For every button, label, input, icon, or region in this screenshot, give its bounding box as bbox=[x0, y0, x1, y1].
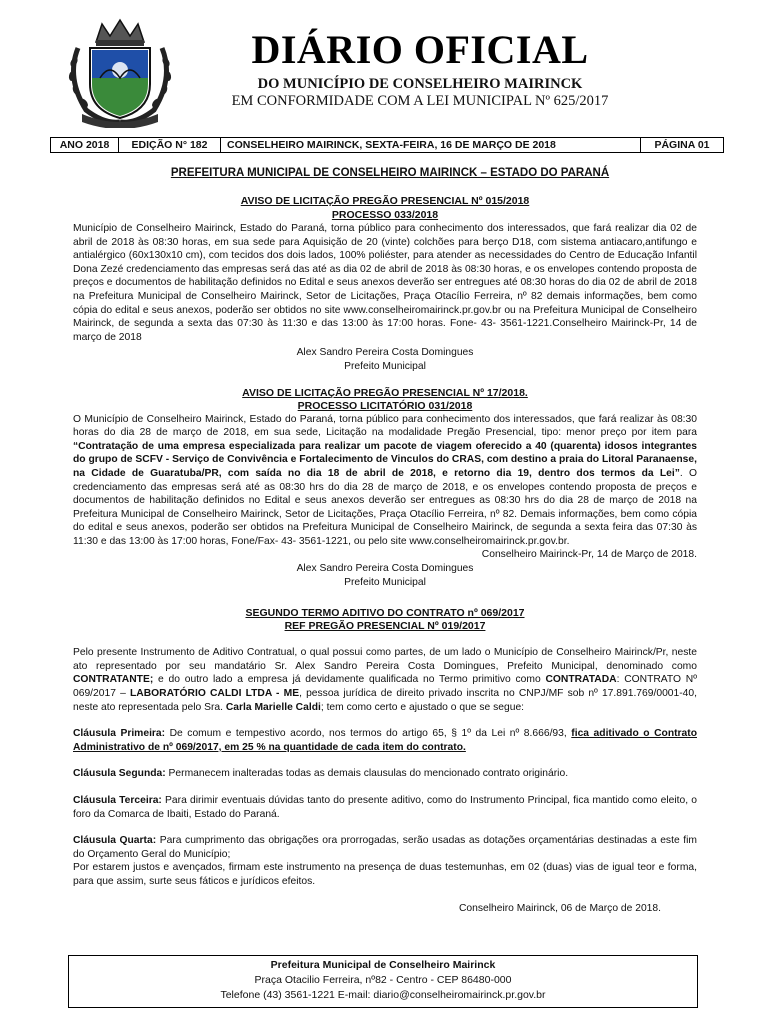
notice-body-intro: O Município de Conselheiro Mairinck, Estado do Paraná, torna público para conhecimento dos interessados, que fará realizar às 08:30 horas do dia 28 de março de 2018, em sua sede, Licitação na modalidade Pregão Presencial, tipo: menor preço por item para bbox=[73, 413, 697, 439]
page-number: PÁGINA 01 bbox=[654, 139, 710, 151]
gazette-content bbox=[73, 165, 697, 915]
notice-date: Conselheiro Mairinck-Pr, 14 de Março de 2018. bbox=[481, 549, 697, 561]
notice-body-rest: . O credenciamento das empresas será até as 08:30 hrs do dia 28 de março de 2018, e os envelopes contendo proposta de preços e documentos de habilitação definidos no Edital e seus anexos deverão ser entregues as 08:30 hrs do dia 28 de março de 2018 na Prefeitura Municipal de Conselheiro Mairinck, Setor de Licitações, Praça Otacílio Ferreira, nº 82. Demais informações, bem como cópia do edital e seus anexos, poderão ser obtidos na Prefeitura Municipal de Conselheiro Mairinck, de segunda a sexta feira das 07:30 às 11:30 e das 13:00 às 17:00 horas, Fone/Fax- 43- 3561-1221, ou pelo site www.conselheiromairinck.pr.gov.br. bbox=[73, 467, 698, 547]
org-heading: PREFEITURA MUNICIPAL DE CONSELHEIRO MAIRINCK – ESTADO DO PARANÁ bbox=[170, 167, 610, 179]
notice-signer: Alex Sandro Pereira Costa Domingues bbox=[296, 347, 474, 359]
intro-text: ; tem como certo e ajustado o que se segue: bbox=[320, 701, 525, 713]
notice-title: AVISO DE LICITAÇÃO PREGÃO PRESENCIAL Nº 17/2018. bbox=[242, 386, 528, 399]
law-reference: EM CONFORMIDADE COM A LEI MUNICIPAL Nº 625/2017 bbox=[231, 93, 609, 109]
page-title: DIÁRIO OFICIAL bbox=[251, 27, 589, 72]
notice-pregao-17 bbox=[73, 387, 697, 590]
municipality-subtitle: DO MUNICÍPIO DE CONSELHEIRO MAIRINCK bbox=[257, 76, 583, 92]
municipal-coat-of-arms bbox=[60, 18, 180, 128]
clause-text: De comum e tempestivo acordo, nos termos do artigo 65, § 1º da Lei nº 8.666/93, bbox=[165, 728, 572, 740]
intro-text: e do outro lado a empresa já devidamente qualificada no Termo primitivo como bbox=[153, 674, 546, 686]
intro-text: , pessoa jurídica de direito privado inscrita no CNPJ/MF sob nº 17.891.769/0001-40, neste ato representada pelo Sra. bbox=[73, 688, 697, 713]
notice-pregao-015 bbox=[73, 195, 697, 374]
intro-company: LABORATÓRIO CALDI LTDA - ME bbox=[129, 688, 300, 700]
intro-contratada: CONTRATADA bbox=[545, 674, 617, 686]
intro-text: Pelo presente Instrumento de Aditivo Contratual, o qual possui como partes, de um lado o Município de Conselheiro Mairinck/Pr, neste ato representado por seu mandatário Sr. Alex Sandro Pereira Costa Domingues, Prefeito Municipal, denominado como bbox=[73, 647, 697, 672]
notice-process: PROCESSO LICITATÓRIO 031/2018 bbox=[297, 399, 473, 412]
notice-signer-role: Prefeito Municipal bbox=[344, 576, 426, 588]
contract-title: SEGUNDO TERMO ADITIVO DO CONTRATO nº 069/2017 bbox=[245, 607, 525, 620]
clause-second bbox=[73, 767, 697, 781]
clause-text: Permanecem inalteradas todas as demais clausulas do mencionado contrato originário. bbox=[165, 768, 569, 780]
intro-contratante: CONTRATANTE; bbox=[73, 674, 154, 686]
contract-amendment bbox=[73, 607, 697, 915]
edition-bar bbox=[50, 137, 724, 153]
edition-year: ANO 2018 bbox=[51, 138, 119, 152]
notice-title: AVISO DE LICITAÇÃO PREGÃO PRESENCIAL Nº 015/2018 bbox=[240, 195, 530, 207]
notice-process: PROCESSO 033/2018 bbox=[331, 209, 439, 221]
contract-closing: Por estarem justos e avençados, firmam este instrumento na presença de duas testemunhas, em 02 (duas) vias de igual teor e forma, para que assim, surte seus fáticos e jurídicos efeitos. bbox=[73, 862, 697, 887]
clause-label: Cláusula Quarta: bbox=[73, 835, 157, 847]
edition-number: EDIÇÃO N° 182 bbox=[119, 138, 221, 152]
footer-address: Praça Otacilio Ferreira, nº82 - Centro - CEP 86480-000 bbox=[254, 974, 512, 986]
masthead-title-block bbox=[190, 28, 650, 110]
footer-contact: Telefone (43) 3561-1221 E-mail: diario@conselheiromairinck.pr.gov.br bbox=[220, 989, 546, 1001]
clause-third bbox=[73, 794, 697, 821]
intro-text: : CONTRATO Nº 069/2017 – bbox=[73, 674, 697, 700]
notice-signer-role: Prefeito Municipal bbox=[344, 360, 426, 372]
contract-date: Conselheiro Mairinck, 06 de Março de 2018. bbox=[458, 902, 661, 914]
clause-label: Cláusula Primeira: bbox=[73, 728, 166, 740]
clause-label: Cláusula Terceira: bbox=[73, 795, 162, 806]
clause-fourth bbox=[73, 834, 697, 861]
clause-text: Para dirimir eventuais dúvidas tanto do presente aditivo, como do Instrumento Principal, fica mantido como eleito, o foro da Comarca de Ibaiti, Estado do Paraná. bbox=[73, 795, 698, 820]
clause-text: Para cumprimento das obrigações ora prorrogadas, serão usadas as dotações orçamentárias destinadas a este fim do Orçamento Geral do Município; bbox=[73, 835, 697, 860]
footer-org: Prefeitura Municipal de Conselheiro Mairinck bbox=[270, 959, 496, 971]
notice-object: “Contratação de uma empresa especializada para realizar um pacote de viagem oferecido a 40 (quarenta) idosos integrantes do grupo de SCFV - Serviço de Convivência e Fortalecimento de Vinculos do CRAS, com destino a praia do Litoral Paranaense, na Cidade de Guaratuba/PR, com saída no dia 18 de abril de 2018, e retorno dia 19, dentro dos termos da Lei” bbox=[73, 440, 697, 479]
footer-box bbox=[68, 955, 698, 1008]
clause-label: Cláusula Segunda: bbox=[73, 768, 166, 780]
clause-highlight: fica aditivado o Contrato Administrativo de nº 069/2017, em 25 % na quantidade de cada item do contrato. bbox=[73, 728, 697, 753]
clause-first bbox=[73, 727, 697, 754]
contract-reference: REF PREGÃO PRESENCIAL Nº 019/2017 bbox=[284, 620, 486, 633]
masthead bbox=[0, 0, 770, 135]
notice-signer: Alex Sandro Pereira Costa Domingues bbox=[296, 563, 474, 575]
edition-place-date: CONSELHEIRO MAIRINCK, SEXTA-FEIRA, 16 DE MARÇO DE 2018 bbox=[221, 138, 641, 152]
notice-body: Município de Conselheiro Mairinck, Estado do Paraná, torna público para conhecimento dos interessados, que fará realizar dia 02 de abril de 2018 às 08:30 horas, em sua sede para Aquisição de 20 (vinte) colchões para berço D18, com sistema antiacaro,antifungo e antialérgico (60x130x10 cm), com tecidos dos dois lados, 100% poliéster, para atender as necessidades do Centro de Educação Infantil Dona Zezé credenciamento das empresas será das até as dia 02 de abril de 2018 às 08:30 horas, e os envelopes contendo proposta de preços e documentos de habilitação definidos no Edital e seus anexos deverão ser entregues até 08:30 horas do dia 02 de abril de 2018 na Prefeitura Municipal de Conselheiro Mairinck, Setor de Licitações, Praça Otacílio Ferreira, nº 82 demais informações, bem como cópia do edital e seus anexos, poderão ser obtidos no site www.conselheiromairinck.pr.gov.br ou na Prefeitura Municipal de Conselheiro Mairinck, de segunda a sexta das 07:30 às 11:30 e das 13:00 às 17:00 horas. Fone- 43- 3561-1221.Conselheiro Mairinck-Pr, 14 de março de 2018 bbox=[73, 223, 697, 343]
notice-body bbox=[73, 413, 697, 549]
intro-representative: Carla Marielle Caldi bbox=[225, 701, 321, 713]
contract-intro bbox=[73, 646, 697, 714]
